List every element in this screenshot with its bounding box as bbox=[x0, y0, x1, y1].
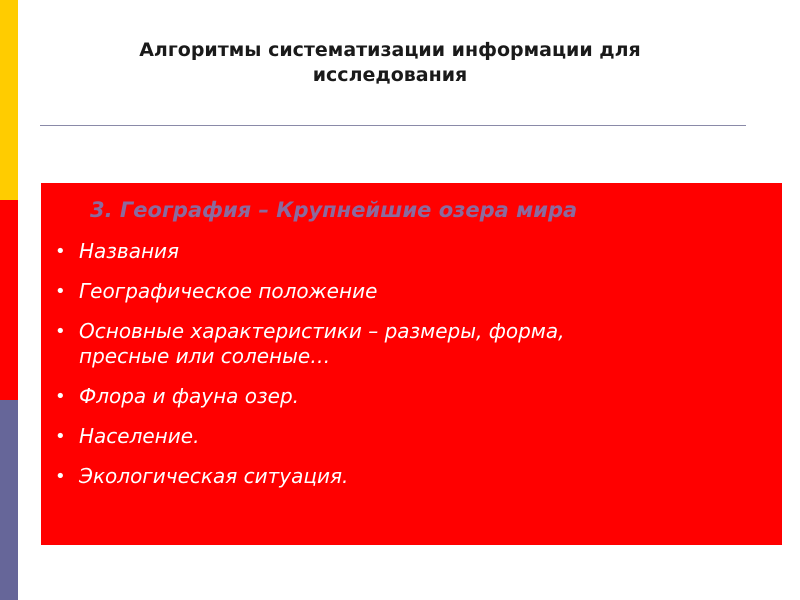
side-bar-red-segment bbox=[0, 200, 18, 400]
list-item-text: Названия bbox=[79, 239, 180, 263]
side-bar-purple-segment bbox=[0, 400, 18, 600]
list-item bbox=[41, 279, 782, 304]
slide-title-line: исследования bbox=[312, 64, 468, 86]
list-item-text: Географическое положение bbox=[79, 279, 378, 303]
slide-title bbox=[70, 38, 710, 88]
list-item bbox=[41, 424, 782, 449]
side-color-bar bbox=[0, 0, 18, 600]
bullet-icon: • bbox=[55, 386, 66, 407]
list-item bbox=[41, 464, 782, 489]
list-item-text: Население. bbox=[79, 424, 200, 448]
list-item-text: Экологическая ситуация. bbox=[79, 464, 349, 488]
side-bar-yellow-segment bbox=[0, 0, 18, 200]
bullet-icon: • bbox=[55, 466, 66, 487]
list-item bbox=[41, 319, 782, 369]
title-divider bbox=[40, 125, 746, 126]
bullet-icon: • bbox=[55, 426, 66, 447]
list-item bbox=[41, 239, 782, 264]
list-item bbox=[41, 384, 782, 409]
list-item-text: Флора и фауна озер. bbox=[79, 384, 300, 408]
list-item-text: Основные характеристики – размеры, форма, bbox=[79, 319, 565, 343]
bullet-icon: • bbox=[55, 241, 66, 262]
list-item-text: пресные или соленые… bbox=[79, 344, 331, 368]
section-heading: 3. География – Крупнейшие озера мира bbox=[90, 198, 578, 222]
bullet-list bbox=[41, 239, 782, 504]
slide-title-line: Алгоритмы систематизации информации для bbox=[139, 39, 641, 61]
content-panel bbox=[41, 183, 782, 545]
bullet-icon: • bbox=[55, 321, 66, 342]
bullet-icon: • bbox=[55, 281, 66, 302]
